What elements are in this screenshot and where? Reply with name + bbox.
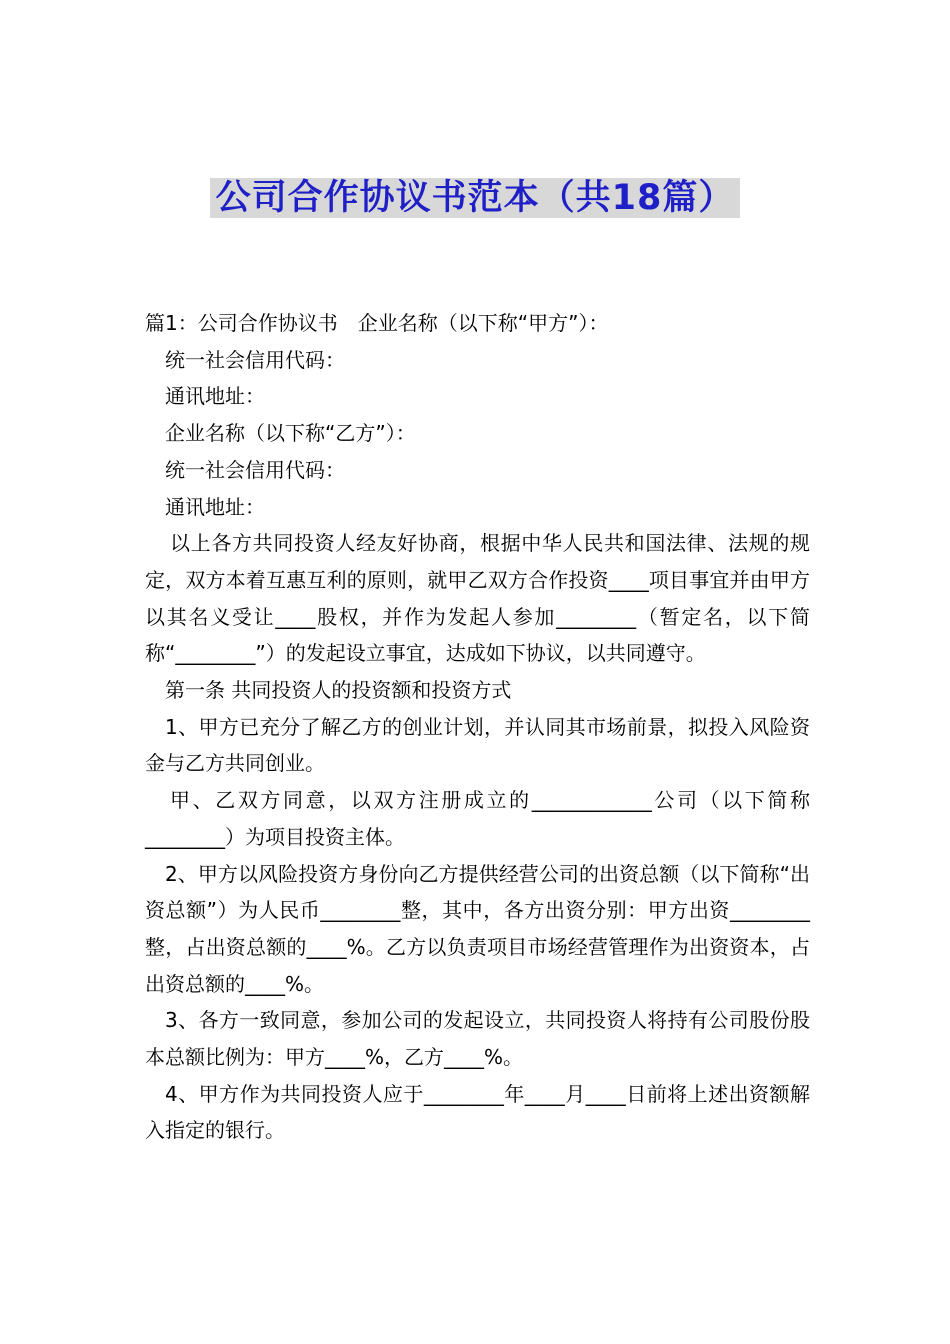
clause-1: 1、甲方已充分了解乙方的创业计划，并认同其市场前景，拟投入风险资金与乙方共同创业。 [145,714,810,776]
party-b-credit-code: 统一社会信用代码： [165,457,345,482]
party-a-address: 通讯地址： [165,384,265,409]
title-container [0,178,950,218]
clause-4: 4、甲方作为共同投资人应于________年____月____日前将上述出资额解入指定的银行。 [145,1081,810,1143]
party-b-name: 企业名称（以下称“乙方”）： [165,421,416,446]
party-b-address: 通讯地址： [165,494,265,519]
preamble-paragraph: 以上各方共同投资人经友好协商，根据中华人民共和国法律、法规的规定，双方本着互惠互利的原则，就甲乙双方合作投资____项目事宜并由甲方以其名义受让____股权，并作为发起人参加________（暂定名，以下简称“________”）的发起设立事宜，达成如下协议，以共同遵守。 [145,531,810,666]
clause-2: 2、甲方以风险投资方身份向乙方提供经营公司的出资总额（以下简称“出资总额”）为人民币________整，其中，各方出资分别：甲方出资________整，占出资总额的____%。乙方以负责项目市场经营管理作为出资资本，占出资总额的____%。 [145,861,810,996]
clause-3: 3、各方一致同意，参加公司的发起设立，共同投资人将持有公司股份股本总额比例为：甲方____%，乙方____%。 [145,1008,810,1070]
clause-1-agreement: 甲、乙双方同意，以双方注册成立的____________公司（以下简称________）为项目投资主体。 [145,788,810,849]
article-one-heading: 第一条 共同投资人的投资额和投资方式 [165,678,512,703]
section-heading: 篇1：公司合作协议书 企业名称（以下称“甲方”）： [145,311,609,335]
document-title: 公司合作协议书范本（共18篇） [210,178,741,218]
party-a-credit-code: 统一社会信用代码： [165,347,345,372]
document-body [145,305,810,1149]
